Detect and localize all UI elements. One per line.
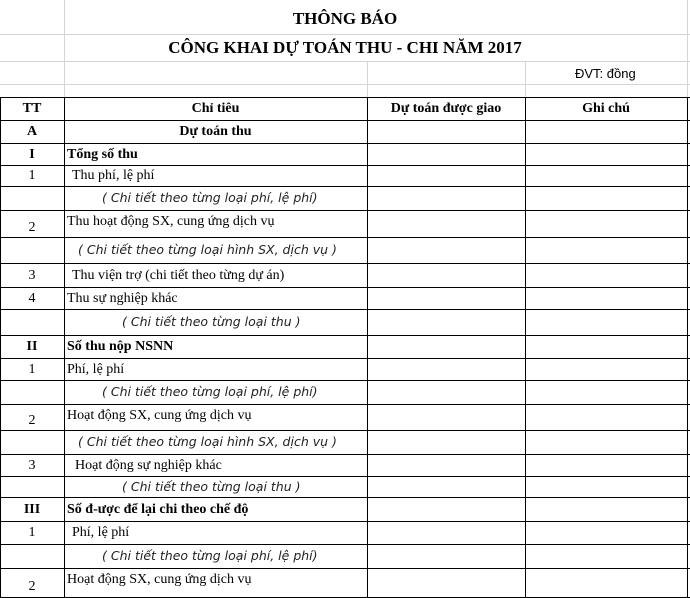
row-label: Thu sự nghiệp khác [67,290,178,306]
row-detail: ( Chi tiết theo từng loại phí, lệ phí) [102,384,318,400]
table-border [525,97,526,598]
row-tt: 4 [28,290,36,306]
table-border [367,97,368,598]
row-tt: III [23,501,41,517]
row-label: Hoạt động SX, cung ứng dịch vụ [67,572,252,587]
row-detail: ( Chi tiết theo từng loại hình SX, dịch vụ ) [78,434,337,450]
row-tt: II [26,339,38,354]
row-label: Thu hoạt động SX, cung ứng dịch vụ [67,214,275,229]
row-label: Phí, lệ phí [67,361,125,377]
row-tt: 1 [28,525,36,540]
grid-line [525,61,526,97]
table-border [64,97,65,598]
row-tt: 2 [28,219,36,235]
row-tt: 3 [28,457,36,473]
row-label: Số thu nộp NSNN [67,339,174,354]
row-label: Tổng số thu [67,146,138,162]
row-detail: ( Chi tiết theo từng loại thu ) [122,478,301,494]
column-header-note: Ghi chú [582,101,630,116]
row-tt: 2 [28,579,36,594]
row-label: Số đ-ược để lại chi theo chế độ [67,501,249,517]
row-label: Dự toán thu [179,124,252,139]
row-tt: 2 [28,413,36,428]
unit-label: ĐVT: đồng [575,65,636,81]
column-header-tt: TT [22,101,42,116]
grid-line [367,61,368,97]
row-tt: I [29,146,35,162]
row-label: Thu phí, lệ phí [72,168,155,183]
row-label: Phí, lệ phí [72,525,130,540]
row-tt: A [26,124,38,139]
row-tt: 1 [28,168,36,183]
row-detail: ( Chi tiết theo từng loại phí, lệ phí) [102,190,318,206]
row-tt: 3 [28,267,36,283]
column-header-estimate: Dự toán được giao [390,101,502,116]
row-tt: 1 [28,361,36,377]
page-title: THÔNG BÁO [292,8,398,28]
row-label: Thu viện trợ (chi tiết theo từng dự án) [72,267,285,283]
grid-line [0,61,690,62]
row-label: Hoạt động SX, cung ứng dịch vụ [67,408,252,423]
row-detail: ( Chi tiết theo từng loại phí, lệ phí) [102,548,318,564]
grid-line [0,84,690,85]
column-header-indicator: Chỉ tiêu [191,101,240,116]
page-subtitle: CÔNG KHAI DỰ TOÁN THU - CHI NĂM 2017 [168,37,522,57]
table-border [687,97,688,598]
row-detail: ( Chi tiết theo từng loại thu ) [122,314,301,330]
row-detail: ( Chi tiết theo từng loại hình SX, dịch vụ ) [78,242,337,258]
row-label: Hoạt động sự nghiệp khác [75,457,222,473]
